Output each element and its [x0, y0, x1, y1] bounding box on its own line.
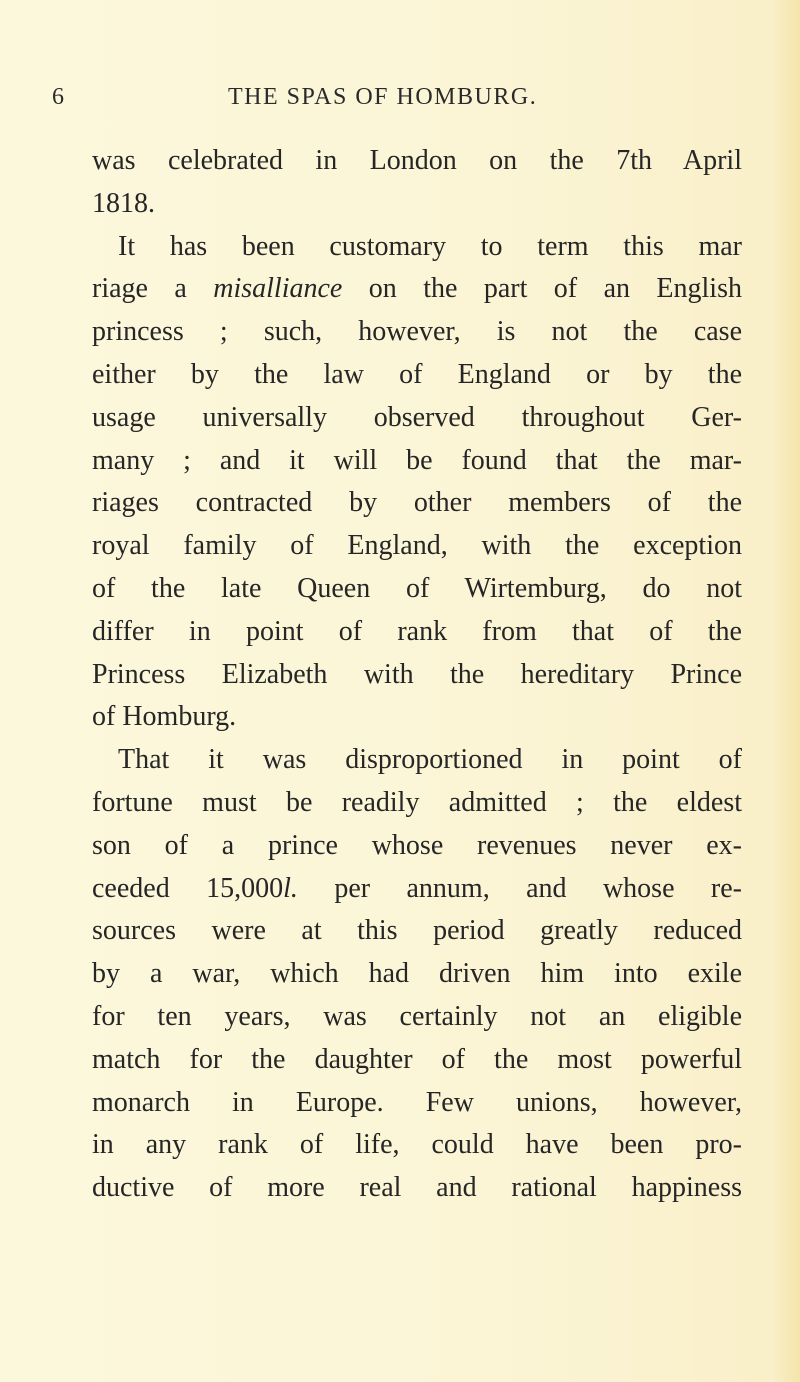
text-line: riages contracted by other members of the [92, 487, 742, 519]
text-line: fortune must be readily admitted ; the eldest [92, 786, 742, 818]
text-line: It has been customary to term this mar [118, 230, 742, 262]
italic-term: misalliance [213, 273, 343, 305]
text-segment: on the part of an English [342, 273, 742, 305]
text-line [92, 268, 742, 311]
text-line: was celebrated in London on the 7th April [92, 145, 742, 176]
text-line: for ten years, was certainly not an eligible [92, 1000, 742, 1032]
text-line: usage universally observed throughout Ger- [92, 401, 742, 433]
text-line: in any rank of life, could have been pro- [92, 1129, 742, 1161]
text-line: son of a prince whose revenues never ex- [92, 829, 742, 861]
text-segment: ceeded 15,000 [92, 872, 284, 904]
italic-term: l. [283, 872, 298, 904]
text-line: match for the daughter of the most powerful [92, 1043, 742, 1075]
text-segment: riage a [92, 273, 214, 305]
text-line [92, 868, 742, 911]
text-line: monarch in Europe. Few unions, however, [92, 1086, 742, 1118]
body-text [92, 140, 742, 1210]
text-line: of Homburg. [92, 701, 237, 733]
text-line: by a war, which had driven him into exile [92, 958, 742, 990]
text-line: differ in point of rank from that of the [92, 615, 742, 647]
page-header [52, 84, 752, 124]
text-line: many ; and it will be found that the mar- [92, 444, 742, 476]
text-line: 1818. [92, 187, 155, 219]
text-line: of the late Queen of Wirtemburg, do not [92, 572, 742, 604]
text-line: sources were at this period greatly reduced [92, 915, 742, 947]
running-head: THE SPAS OF HOMBURG. [228, 84, 538, 110]
text-line: ductive of more real and rational happiness [92, 1172, 742, 1204]
text-line: royal family of England, with the exception [92, 530, 742, 562]
page-edge-shadow [772, 0, 800, 1382]
text-line: either by the law of England or by the [92, 358, 742, 390]
text-line: That it was disproportioned in point of [118, 744, 742, 776]
text-line: Princess Elizabeth with the hereditary Prince [92, 658, 742, 690]
text-line: princess ; such, however, is not the case [92, 316, 742, 348]
page-number: 6 [52, 84, 64, 110]
text-segment: per annum, and whose re- [297, 872, 742, 904]
